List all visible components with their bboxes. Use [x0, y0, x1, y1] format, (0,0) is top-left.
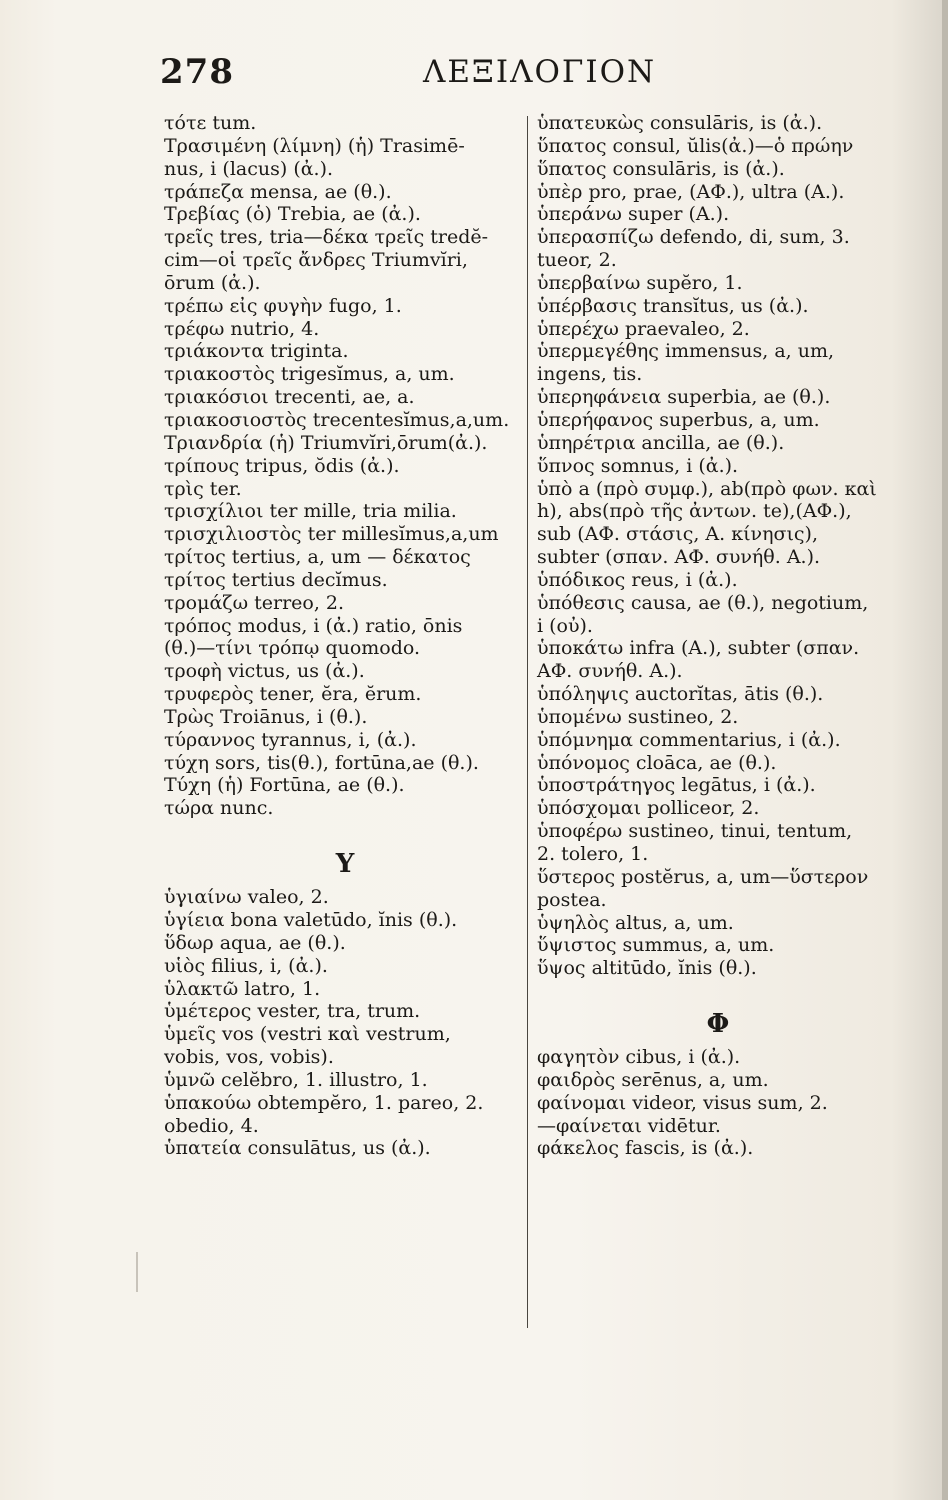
page-number: 278 — [160, 52, 234, 92]
column-divider — [527, 116, 528, 1328]
dictionary-entry-line: ὑπερέχω praevaleo, 2. — [537, 317, 750, 340]
dictionary-entry-line: subter (σπαν. ΑΦ. συνήθ. Α.). — [537, 546, 821, 569]
dictionary-entry-line: ὑποστράτηγος legātus, i (ἀ.). — [537, 774, 816, 797]
dictionary-entry-line: ὑγιαίνω valeo, 2. — [164, 886, 329, 909]
dictionary-entry-line: ὑπόδικος reus, i (ἀ.). — [537, 568, 738, 591]
dictionary-entry-line: φαγητὸν cibus, i (ἀ.). — [537, 1046, 741, 1069]
margin-mark — [136, 1252, 148, 1292]
dictionary-entry-line: ὑπερβαίνω supĕro, 1. — [537, 271, 743, 294]
dictionary-entry-line: ὑπερηφάνεια superbia, ae (θ.). — [537, 386, 831, 409]
dictionary-entry-line: ὑπὸ a (πρὸ συμφ.), ab(πρὸ φων. καὶ — [537, 477, 877, 500]
dictionary-entry-line: τότε tum. — [164, 112, 257, 134]
dictionary-entry-line: τριακόσιοι trecenti, ae, a. — [164, 386, 415, 409]
dictionary-entry-line: ὕπνος somnus, i (ἀ.). — [537, 454, 739, 477]
dictionary-entry-line: ὑμέτερος vester, tra, trum. — [164, 1000, 421, 1023]
dictionary-entry-line: ὕδωρ aqua, ae (θ.). — [164, 931, 346, 954]
left-column — [164, 112, 526, 1160]
dictionary-entry-line: ὑψηλὸς altus, a, um. — [537, 911, 734, 934]
dictionary-entry-line: (θ.)—τίνι τρόπῳ quomodo. — [164, 637, 421, 660]
dictionary-entry-line: ὑπατεία consulātus, us (ἀ.). — [164, 1137, 431, 1160]
dictionary-entry-line: τρέφω nutrio, 4. — [164, 317, 320, 340]
dictionary-entry-line: τράπεζα mensa, ae (θ.). — [164, 180, 392, 203]
dictionary-entry-line: nus, i (lacus) (ἀ.). — [164, 157, 334, 180]
dictionary-entry-line: obedio, 4. — [164, 1114, 259, 1137]
dictionary-entry-line: ὑπέρβασις transĭtus, us (ἀ.). — [537, 294, 809, 317]
dictionary-entry-line: ὑπόμνημα commentarius, i (ἀ.). — [537, 728, 841, 751]
dictionary-entry-line: Τρὼς Troiānus, i (θ.). — [164, 705, 368, 728]
dictionary-entry-line: vobis, vos, vobis). — [164, 1046, 334, 1069]
dictionary-entry-line: —φαίνεται vidētur. — [537, 1114, 721, 1137]
dictionary-entry-line: τρισχίλιοι ter mille, tria milia. — [164, 500, 457, 523]
dictionary-entry-line: ingens, tis. — [537, 363, 643, 386]
page-header — [160, 52, 770, 102]
dictionary-entry-line: τρίπους tripus, ŏdis (ἀ.). — [164, 454, 400, 477]
dictionary-entry-line: ὑπατευκὼς consulāris, is (ἀ.). — [537, 112, 823, 134]
spacer — [164, 820, 526, 842]
dictionary-entry-line: φάκελος fascis, is (ἀ.). — [537, 1137, 754, 1160]
dictionary-entry-line: ὑποκάτω infra (Α.), subter (σπαν. — [537, 637, 860, 660]
dictionary-entry-line: ὑπερμεγέθης immensus, a, um, — [537, 340, 835, 363]
dictionary-entry-line: ΑΦ. συνήθ. Α.). — [537, 660, 683, 683]
dictionary-entry-line: ὑπεράνω super (Α.). — [537, 203, 730, 226]
dictionary-entry-line: τριακοσιοστὸς trecentesĭmus,a,um. — [164, 408, 510, 431]
dictionary-entry-line: ὑπηρέτρια ancilla, ae (θ.). — [537, 431, 785, 454]
dictionary-entry-line: τριακοστὸς trigesĭmus, a, um. — [164, 363, 455, 386]
dictionary-entry-line: ὑποφέρω sustineo, tinui, tentum, — [537, 820, 853, 843]
dictionary-entry-line: ōrum (ἀ.). — [164, 271, 261, 294]
dictionary-entry-line: ὕστερος postĕrus, a, um—ὕστερον — [537, 865, 869, 888]
dictionary-entry-line: cim—οἱ τρεῖς ἄνδρες Triumvĭri, — [164, 249, 468, 272]
dictionary-entry-line: ὑγίεια bona valetūdo, ĭnis (θ.). — [164, 909, 458, 931]
dictionary-entry-line: ὑμνῶ celĕbro, 1. illustro, 1. — [164, 1068, 428, 1091]
dictionary-entry-line: ὕπατος consul, ŭlis(ἀ.)—ὁ πρώην — [537, 134, 854, 157]
dictionary-entry-line: ὑλακτῶ latro, 1. — [164, 977, 321, 1000]
dictionary-entry-line: Τρασιμένη (λίμνη) (ἡ) Trasimē- — [164, 134, 465, 157]
dictionary-entry-line: ὑμεῖς vos (vestri καὶ vestrum, — [164, 1023, 451, 1046]
dictionary-entry-line: ὕπατος consulāris, is (ἀ.). — [537, 157, 785, 180]
dictionary-entry-line: postea. — [537, 888, 607, 911]
spacer — [537, 980, 899, 1002]
dictionary-entry-line: τρίτος tertius, a, um — δέκατος — [164, 546, 471, 569]
dictionary-entry-line: τρισχιλιοστὸς ter millesĭmus,a,um — [164, 523, 499, 546]
dictionary-entry-line: Τριανδρία (ἡ) Triumvĭri,ōrum(ἀ.). — [164, 431, 488, 454]
running-title: ΛΕΞΙΛΟΓΙΟΝ — [423, 54, 657, 90]
dictionary-entry-line: tueor, 2. — [537, 249, 617, 272]
dictionary-entry-line: τρυφερὸς tener, ĕra, ĕrum. — [164, 683, 422, 706]
dictionary-entry-line: ὑπόθεσις causa, ae (θ.), negotium, — [537, 591, 869, 614]
dictionary-entry-line: ὕψος altitūdo, ĭnis (θ.). — [537, 957, 757, 980]
dictionary-entry-line: τύραννος tyrannus, i, (ἀ.). — [164, 728, 417, 751]
dictionary-entry-line: Τρεβίας (ὁ) Trebia, ae (ἀ.). — [164, 203, 421, 226]
dictionary-entry-line: ὑπερασπίζω defendo, di, sum, 3. — [537, 226, 850, 249]
dictionary-entry-line: ὑπομένω sustineo, 2. — [537, 705, 739, 728]
dictionary-entry-line: τρὶς ter. — [164, 477, 242, 500]
dictionary-entry-line: τρέπω εἰς φυγὴν fugo, 1. — [164, 294, 402, 317]
dictionary-entry-line: τροφὴ victus, us (ἀ.). — [164, 660, 365, 683]
dictionary-entry-line: ὑπακούω obtempĕro, 1. pareo, 2. — [164, 1091, 484, 1114]
dictionary-entry-line: ὑπόσχομαι polliceor, 2. — [537, 797, 760, 820]
dictionary-entry-line: φαίνομαι videor, visus sum, 2. — [537, 1091, 828, 1114]
dictionary-entry-line: Τύχη (ἡ) Fortūna, ae (θ.). — [164, 774, 405, 797]
dictionary-entry-line: τώρα nunc. — [164, 797, 274, 820]
dictionary-entry-line: τρόπος modus, i (ἀ.) ratio, ōnis — [164, 614, 463, 637]
dictionary-entry-line: τριάκοντα triginta. — [164, 340, 349, 363]
dictionary-entry-line: 2. tolero, 1. — [537, 843, 649, 865]
dictionary-entry-line: τύχη sors, tis(θ.), fortūna,ae (θ.). — [164, 751, 479, 774]
dictionary-entry-line: φαιδρὸς serēnus, a, um. — [537, 1068, 769, 1091]
right-column — [537, 112, 899, 1160]
dictionary-entry-line: τρομάζω terreo, 2. — [164, 591, 345, 614]
dictionary-entry-line: sub (ΑΦ. στάσις, Α. κίνησις), — [537, 523, 819, 546]
dictionary-entry-line: ὑπόληψις auctorĭtas, ātis (θ.). — [537, 683, 824, 706]
dictionary-entry-line: ὕψιστος summus, a, um. — [537, 934, 775, 957]
dictionary-entry-line: τρίτος tertius decĭmus. — [164, 568, 388, 591]
dictionary-entry-line: ὑπὲρ pro, prae, (ΑΦ.), ultra (Α.). — [537, 180, 845, 203]
dictionary-entry-line: i (οὐ). — [537, 614, 593, 637]
page-edge — [942, 0, 948, 1500]
dictionary-entry-line: υἱὸς filius, i, (ἀ.). — [164, 954, 328, 977]
dictionary-entry-line: ὑπόνομος cloāca, ae (θ.). — [537, 751, 777, 774]
dictionary-entry-line: ὑπερήφανος superbus, a, um. — [537, 408, 820, 431]
section-letter-heading: Φ — [706, 1009, 730, 1040]
dictionary-entry-line: τρεῖς tres, tria—δέκα τρεῖς tredĕ- — [164, 226, 489, 249]
section-letter-heading: Υ — [335, 849, 355, 880]
dictionary-entry-line: h), abs(πρὸ τῆς ἀντων. te),(ΑΦ.), — [537, 500, 852, 523]
